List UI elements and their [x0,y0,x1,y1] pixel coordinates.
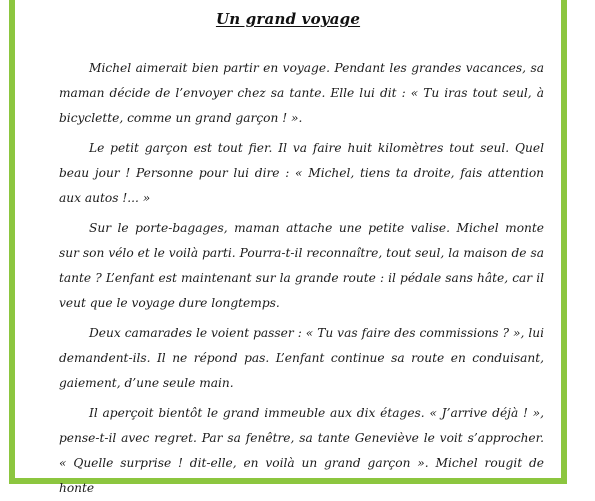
document-title: Un grand voyage [215,10,361,28]
document-body [59,56,544,501]
paragraph: Sur le porte-bagages, maman attache une petite valise. Michel monte sur son vélo et le voilà parti. Pourra-t-il reconnaître, tout seul, la maison de sa tante ? L’enfant est maintenant sur la grande route : il pédale sans hâte, car il veut que le voyage dure longtemps. [59,221,544,310]
paragraph: Il aperçoit bientôt le grand immeuble aux dix étages. « J’arrive déjà ! », pense-t-il avec regret. Par sa fenêtre, sa tante Geneviève le voit s’approcher. « Quelle surprise ! dit-elle, en voilà un grand garçon ». Michel rougit de honte [59,406,544,495]
paragraph: Le petit garçon est tout fier. Il va faire huit kilomètres tout seul. Quel beau jour ! Personne pour lui dire : « Michel, tiens ta droite, fais attention aux autos !... » [59,141,544,205]
page-frame [9,0,567,495]
paragraph: Deux camarades le voient passer : « Tu vas faire des commissions ? », lui demandent-ils. Il ne répond pas. L’enfant continue sa route en conduisant, gaiement, d’une seule main. [59,326,544,390]
paragraph: Michel aimerait bien partir en voyage. Pendant les grandes vacances, sa maman décide de l’envoyer chez sa tante. Elle lui dit : « Tu iras tout seul, à bicyclette, comme un grand garçon ! ». [59,61,544,125]
